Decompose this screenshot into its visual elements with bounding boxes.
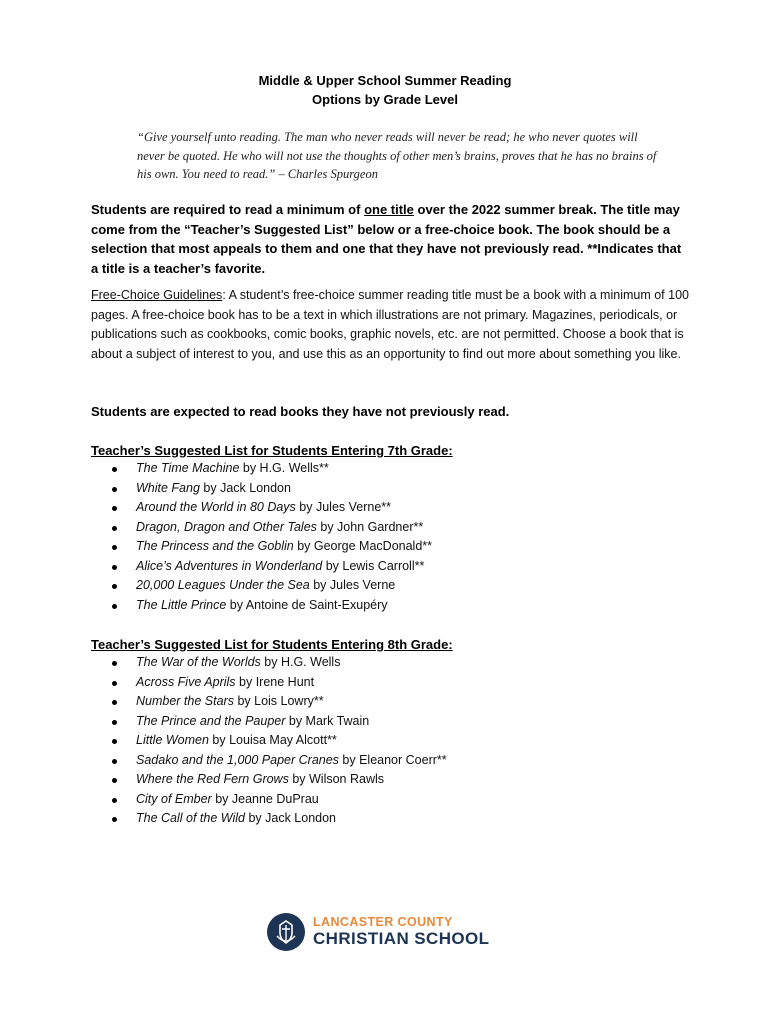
book-title: Number the Stars <box>136 694 234 708</box>
book-author: by Jeanne DuPrau <box>211 791 319 806</box>
book-author: by Jack London <box>244 811 337 825</box>
school-logo <box>266 912 516 956</box>
bullet-icon <box>112 604 117 609</box>
requirements-text-1: Students are required to read a minimum of <box>91 202 365 217</box>
guidelines-label: Free-Choice Guidelines <box>91 288 223 302</box>
bullet-icon <box>112 526 117 531</box>
book-author: by Antoine de Saint-Exupéry <box>226 597 388 612</box>
logo-line-1: LANCASTER COUNTY <box>313 915 453 929</box>
book-list-item <box>91 692 691 712</box>
lccs-crest-icon <box>266 912 306 952</box>
bullet-icon <box>112 467 117 472</box>
book-author: by Jules Verne <box>309 578 396 592</box>
requirements-text-2: over the 2022 summer break. The title may come from the “Teacher’s Suggested List” below or a free-choice book. The book should be a selection that most appeals to them and one that they have not previously read. **Indicates that a title is a teacher’s favorite. <box>91 202 682 276</box>
book-list-item <box>91 518 691 538</box>
book-author: by Lois Lowry** <box>233 694 324 708</box>
book-author: by Jack London <box>199 480 291 495</box>
title-line-2: Options by Grade Level <box>312 92 458 107</box>
book-author: by Wilson Rawls <box>288 772 385 786</box>
book-list-item <box>91 498 691 518</box>
book-author: by George MacDonald** <box>293 539 433 553</box>
book-author: by Lewis Carroll** <box>322 558 425 573</box>
grade8-heading: Teacher’s Suggested List for Students Entering 8th Grade: <box>91 637 453 652</box>
book-list-item <box>91 537 691 557</box>
book-title: The War of the Worlds <box>136 655 261 669</box>
book-title: Alice’s Adventures in Wonderland <box>136 558 323 573</box>
book-author: by Mark Twain <box>285 713 370 728</box>
bullet-icon <box>112 506 117 511</box>
title-line-1: Middle & Upper School Summer Reading <box>258 73 512 88</box>
book-list-item <box>91 712 691 732</box>
book-list-item <box>91 673 691 693</box>
bullet-icon <box>112 720 117 725</box>
book-title: Around the World in 80 Days <box>136 500 296 514</box>
book-title: Little Women <box>136 733 209 747</box>
book-author: by Irene Hunt <box>235 674 315 689</box>
free-choice-guidelines <box>91 286 691 364</box>
book-list-item <box>91 790 691 810</box>
bullet-icon <box>112 700 117 705</box>
grade8-book-list <box>91 653 691 829</box>
book-list-item <box>91 479 691 499</box>
bullet-icon <box>112 817 117 822</box>
book-list-item <box>91 751 691 771</box>
bullet-icon <box>112 759 117 764</box>
bullet-icon <box>112 545 117 550</box>
expectation-note: Students are expected to read books they have not previously read. <box>91 404 510 419</box>
logo-line-2: CHRISTIAN SCHOOL <box>313 929 490 948</box>
book-list-item <box>91 809 691 829</box>
requirements-underline: one title <box>364 202 414 217</box>
book-list-item <box>91 770 691 790</box>
book-title: Across Five Aprils <box>136 674 236 689</box>
book-list-item <box>91 596 691 616</box>
book-title: White Fang <box>136 480 200 495</box>
bullet-icon <box>112 565 117 570</box>
book-title: Where the Red Fern Grows <box>136 772 289 786</box>
grade7-book-list <box>91 459 691 615</box>
book-list-item <box>91 731 691 751</box>
reading-requirements <box>91 200 691 278</box>
bullet-icon <box>112 778 117 783</box>
book-title: The Call of the Wild <box>136 811 245 825</box>
book-author: by John Gardner** <box>316 519 424 534</box>
bullet-icon <box>112 661 117 666</box>
bullet-icon <box>112 487 117 492</box>
book-title: The Time Machine <box>136 461 240 475</box>
book-author: by H.G. Wells <box>260 655 341 669</box>
book-list-item <box>91 653 691 673</box>
book-title: Dragon, Dragon and Other Tales <box>136 519 317 534</box>
spurgeon-quote: “Give yourself unto reading. The man who never reads will never be read; he who never quotes will never be quoted. He who will not use the thoughts of other men’s brains, proves that he has no brains of his own. You need to read.” – Charles Spurgeon <box>137 130 657 181</box>
book-list-item <box>91 576 691 596</box>
book-title: Sadako and the 1,000 Paper Cranes <box>136 752 339 767</box>
book-title: The Little Prince <box>136 597 227 612</box>
book-list-item <box>91 459 691 479</box>
book-author: by Eleanor Coerr** <box>338 752 447 767</box>
book-author: by Jules Verne** <box>295 500 392 514</box>
bullet-icon <box>112 681 117 686</box>
guidelines-text: : A student’s free-choice summer reading title must be a book with a minimum of 100 pages. A free-choice book has to be a text in which illustrations are not primary. Magazines, periodicals, or publications such as cookbooks, comic books, graphic novels, etc. are not permitted. Choose a book that is about a subject of interest to you, and use this as an opportunity to find out more about something you like. <box>91 288 689 361</box>
book-list-item <box>91 557 691 577</box>
book-title: The Princess and the Goblin <box>136 539 294 553</box>
grade7-heading: Teacher’s Suggested List for Students Entering 7th Grade: <box>91 443 453 458</box>
book-author: by Louisa May Alcott** <box>208 733 337 747</box>
page-title <box>0 71 770 109</box>
bullet-icon <box>112 739 117 744</box>
book-title: City of Ember <box>136 791 212 806</box>
bullet-icon <box>112 798 117 803</box>
book-title: The Prince and the Pauper <box>136 713 286 728</box>
bullet-icon <box>112 584 117 589</box>
book-title: 20,000 Leagues Under the Sea <box>136 578 310 592</box>
book-author: by H.G. Wells** <box>239 461 329 475</box>
